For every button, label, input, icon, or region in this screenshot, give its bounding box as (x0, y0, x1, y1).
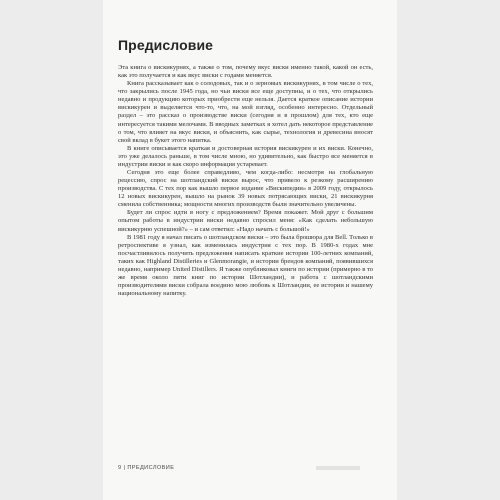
paragraph: Эта книга о вискикурнях, а также о том, почему вкус виски именно такой, какой он есть, как это получается и как вкус виски с годами меняется. (118, 64, 373, 80)
page-title: Предисловие (118, 37, 214, 53)
paragraph: В книге описывается краткая и достоверная история вискикурен и их виски. Конечно, это уже делалось раньше, в том числе мною, но удивительно, как быстро все меняется в индустрии виски и как скоро информация устаревает. (118, 144, 373, 168)
page-number: 9 (118, 465, 122, 471)
page-footer (118, 465, 174, 471)
paragraph: В 1981 году я начал писать о шотландском виски – это была брошюра для Bell. Только в ретроспективе я узнал, как изменилась индустрия с тех пор. В 1980-х годах мне посчастливилось получить предложения написать краткие истории 100-летних компаний, таких как Highland Distilleries и Glenmorangie, и истории брендов компаний, появившихся недавно, например United Distillers. Я также опубликовал книги по истории (примерно в то же время около пяти книг по истории Шотландии), и работа с шотландскими производителями виски собрала воедино мою любовь к Шотландии, ее истории и нашему национальному напитку. (118, 233, 373, 298)
page-body (118, 64, 373, 298)
book-page (103, 0, 397, 500)
footer-section-title: ПРЕДИСЛОВИЕ (127, 465, 175, 471)
page-content (118, 0, 373, 298)
paragraph: Будет ли спрос идти в ногу с предложением? Время покажет. Мой друг с большим опытом работы в индустрии виски недавно спросил меня: «Как сделать небольшую вискикурню успешной?» – и сам ответил: «Надо начать с большой!» (118, 209, 373, 233)
footer-decoration (316, 466, 360, 470)
footer-separator: | (123, 465, 126, 471)
paragraph: Сегодня это еще более справедливо, чем когда-либо: несмотря на глобальную рецессию, спрос на шотландский виски вырос, что привело к резкому расширению производства. С тех пор как вышло первое издание «Вискипедии» в 2009 году, открылось 12 новых вискикурен, вышло на рынок 39 новых потрясающих виски, 21 вискикурня сменила собственника; мощности многих производств были значительно увеличены. (118, 169, 373, 209)
paragraph: Книга рассказывает как о солодовых, так и о зерновых вискикурнях, в том числе о тех, что закрылись после 1945 года, но чьи виски все еще доступны, и о тех, что открылись недавно и продукцию которых приобрести еще нельзя. Дается краткое описание истории вискикурен и выделяется что-то, что, на мой взгляд, особенно интересно. Отдельный раздел – это рассказ о производстве виски (сегодня и в прошлом) для тех, кто еще интересуется такими мелочами. В вводных заметках я хотел дать некоторое представление о том, что влияет на вкус виски, и объяснить, как сырье, технология и древесина вносят свой вклад в букет этого напитка. (118, 80, 373, 144)
